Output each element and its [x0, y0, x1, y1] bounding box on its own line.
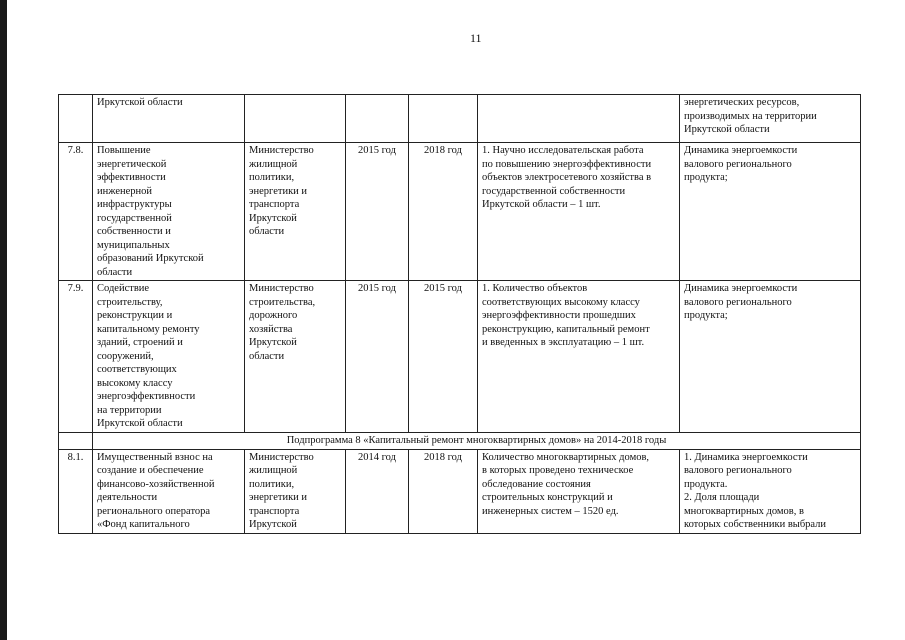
- executor-cell: Министерство строительства, дорожного хозяйства Иркутской области: [245, 281, 346, 433]
- measure-name-cell: Иркутской области: [93, 95, 245, 143]
- indicator-cell: энергетических ресурсов, производимых на территории Иркутской области: [680, 95, 861, 143]
- measures-table: [58, 94, 861, 534]
- table-row: [59, 281, 861, 433]
- subprogram-heading: Подпрограмма 8 «Капитальный ремонт многоквартирных домов» на 2014-2018 годы: [93, 432, 861, 449]
- executor-cell: Министерство жилищной политики, энергетики и транспорта Иркутской: [245, 449, 346, 533]
- indicator-cell: Динамика энергоемкости валового регионального продукта;: [680, 281, 861, 433]
- end-year-cell: [409, 95, 478, 143]
- table-row: [59, 95, 861, 143]
- measure-name-cell: Содействие строительству, реконструкции и капитальному ремонту зданий, строений и сооружений, соответствующих высокому классу энергоэффективности на территории Иркутской области: [93, 281, 245, 433]
- row-number-cell: 7.9.: [59, 281, 93, 433]
- start-year-cell: 2015 год: [346, 281, 409, 433]
- start-year-cell: [346, 95, 409, 143]
- row-number-cell: 7.8.: [59, 143, 93, 281]
- expected-result-cell: 1. Научно исследовательская работа по повышению энергоэффективности объектов электросетевого хозяйства в государственной собственности Иркутской области – 1 шт.: [478, 143, 680, 281]
- expected-result-cell: Количество многоквартирных домов, в которых проведено техническое обследование состояния строительных конструкций и инженерных систем – 1520 ед.: [478, 449, 680, 533]
- table-row: [59, 449, 861, 533]
- start-year-cell: 2014 год: [346, 449, 409, 533]
- expected-result-cell: [478, 95, 680, 143]
- table-row: [59, 143, 861, 281]
- end-year-cell: 2015 год: [409, 281, 478, 433]
- measure-name-cell: Повышение энергетической эффективности инженерной инфраструктуры государственной собственности и муниципальных образований Иркутской области: [93, 143, 245, 281]
- expected-result-cell: 1. Количество объектов соответствующих высокому классу энергоэффективности прошедших реконструкцию, капитальный ремонт и введенных в эксплуатацию – 1 шт.: [478, 281, 680, 433]
- indicator-cell: 1. Динамика энергоемкости валового регионального продукта. 2. Доля площади многоквартирных домов, в которых собственники выбрали: [680, 449, 861, 533]
- start-year-cell: 2015 год: [346, 143, 409, 281]
- scan-edge-bar: [0, 0, 7, 640]
- measure-name-cell: Имущественный взнос на создание и обеспечение финансово-хозяйственной деятельности регионального оператора «Фонд капитального: [93, 449, 245, 533]
- end-year-cell: 2018 год: [409, 449, 478, 533]
- row-number-cell: [59, 95, 93, 143]
- subprogram-heading-row: [59, 432, 861, 449]
- page-number: 11: [470, 31, 482, 45]
- end-year-cell: 2018 год: [409, 143, 478, 281]
- executor-cell: [245, 95, 346, 143]
- indicator-cell: Динамика энергоемкости валового регионального продукта;: [680, 143, 861, 281]
- row-number-cell: 8.1.: [59, 449, 93, 533]
- empty-number-cell: [59, 432, 93, 449]
- executor-cell: Министерство жилищной политики, энергетики и транспорта Иркутской области: [245, 143, 346, 281]
